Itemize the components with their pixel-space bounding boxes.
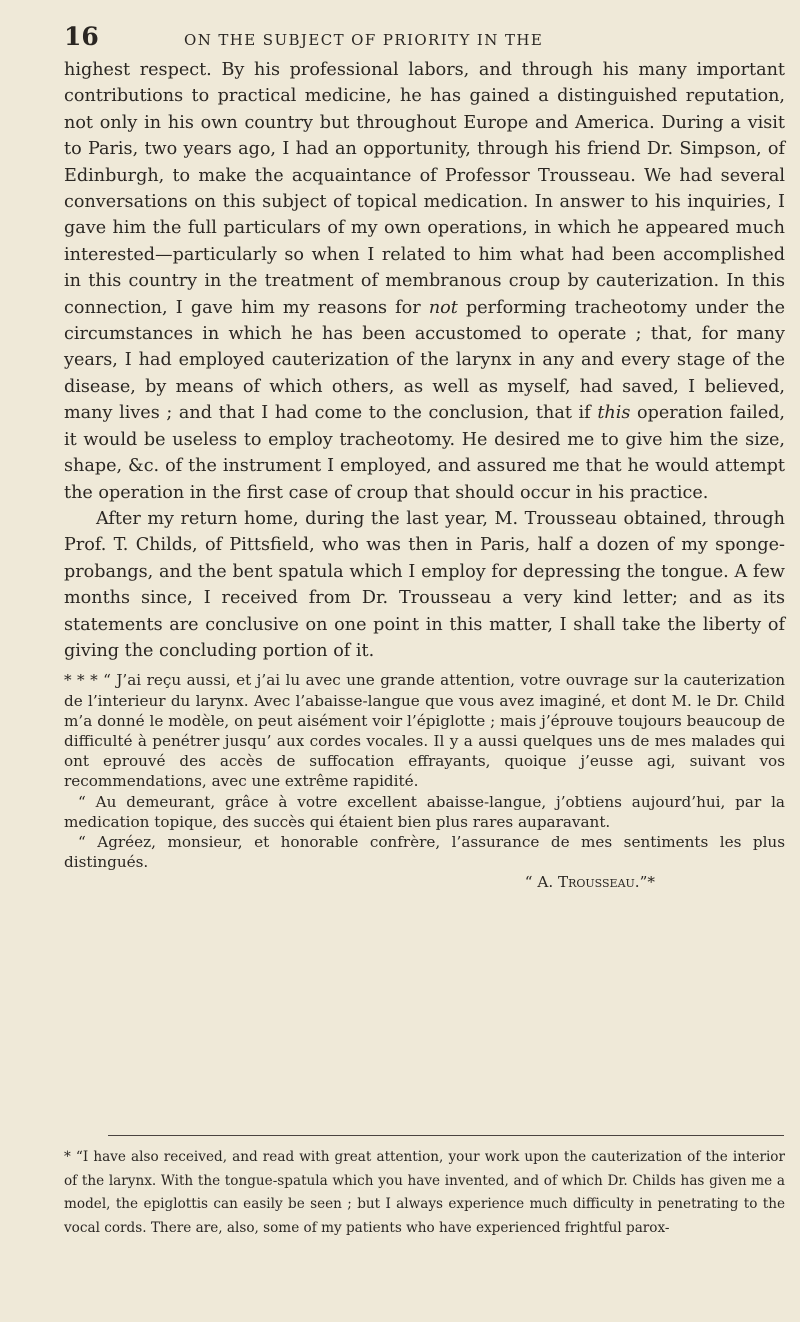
letter-paragraph-1: * * * “ J’ai reçu aussi, et j’ai lu avec une grande attention, votre ouvrage sur la cauterization de l’interieur du larynx. Avec l’abaisse-langue que vous avez imaginé, et dont M. le Dr. Child m’a donné le modèle, on peut aisément voir l’épiglotte ; mais j’éprouve toujours beaucoup de difficulté à penétrer jusqu’ aux cordes vocales. Il y a aussi quelques uns de mes malades qui ont eprouvé des accès de suffocation effrayants, quoique j’eusse agi, suivant vos recommendations, avec une extrême rapidité. <box>64 671 785 791</box>
paragraph-1-text-a: highest respect. By his professional labors, and through his many important contributions to practical medicine, he has gained a distinguished reputation, not only in his own country but throughout Europe and America. During a visit to Paris, two years ago, I had an opportunity, through his friend Dr. Simpson, of Edinburgh, to make the acquaintance of Professor Trousseau. We had several conversations on this subject of topical medication. In answer to his inquiries, I gave him the full particulars of my own operations, in which he appeared much interested—particularly so when I related to him what had been accomplished in this country in the treatment of membranous croup by cauterization. In this connection, I gave him my reasons for <box>64 60 785 318</box>
paragraph-1-text-c: operation failed, it would be useless to employ tracheotomy. He desired me to give him the size, shape, &c. of the instrument I employed, and assured me that he would attempt the operation in the first case of croup that should occur in his practice. <box>64 403 785 503</box>
body-text <box>64 57 785 892</box>
page-header <box>64 22 784 52</box>
emphasis-not: not <box>428 297 458 318</box>
letter-paragraph-3: “ Agréez, monsieur, et honorable confrère, l’assurance de mes sentiments les plus distingués. <box>64 832 785 872</box>
paragraph-1 <box>64 57 785 506</box>
running-head: ON THE SUBJECT OF PRIORITY IN THE <box>184 31 544 49</box>
footnote-divider <box>108 1135 784 1136</box>
paragraph-1-text-b: performing tracheotomy under the circumstances in which he has been accustomed to operate ; that, for many years, I had employed cauterization of the larynx in any and every stage of the disease, by means of which others, as well as myself, had saved, I believed, many lives ; and that I had come to the conclusion, that if <box>64 297 785 424</box>
paragraph-2: After my return home, during the last year, M. Trousseau obtained, through Prof. T. Childs, of Pittsfield, who was then in Paris, half a dozen of my sponge-probangs, and the bent spatula which I employ for depressing the tongue. A few months since, I received from Dr. Trousseau a very kind letter; and as its statements are conclusive on one point in this matter, I shall take the liberty of giving the concluding portion of it. <box>64 508 785 661</box>
emphasis-this: this <box>597 403 631 424</box>
page-number: 16 <box>64 22 99 51</box>
footnote: * “I have also received, and read with great attention, your work upon the cauterization of the interior of the larynx. With the tongue-spatula which you have invented, and of which Dr. Childs has given me a model, the epiglottis can easily be seen ; but I always experience much difficulty in penetrating to the vocal cords. There are, also, some of my patients who have experienced frightful parox- <box>64 1149 785 1236</box>
letter-paragraph-2: “ Au demeurant, grâce à votre excellent abaisse-langue, j’obtiens aujourd’hui, par la medication topique, des succès qui étaient bien plus rares auparavant. <box>64 792 785 831</box>
letter-signature: “ A. Trousseau.”* <box>524 873 655 892</box>
